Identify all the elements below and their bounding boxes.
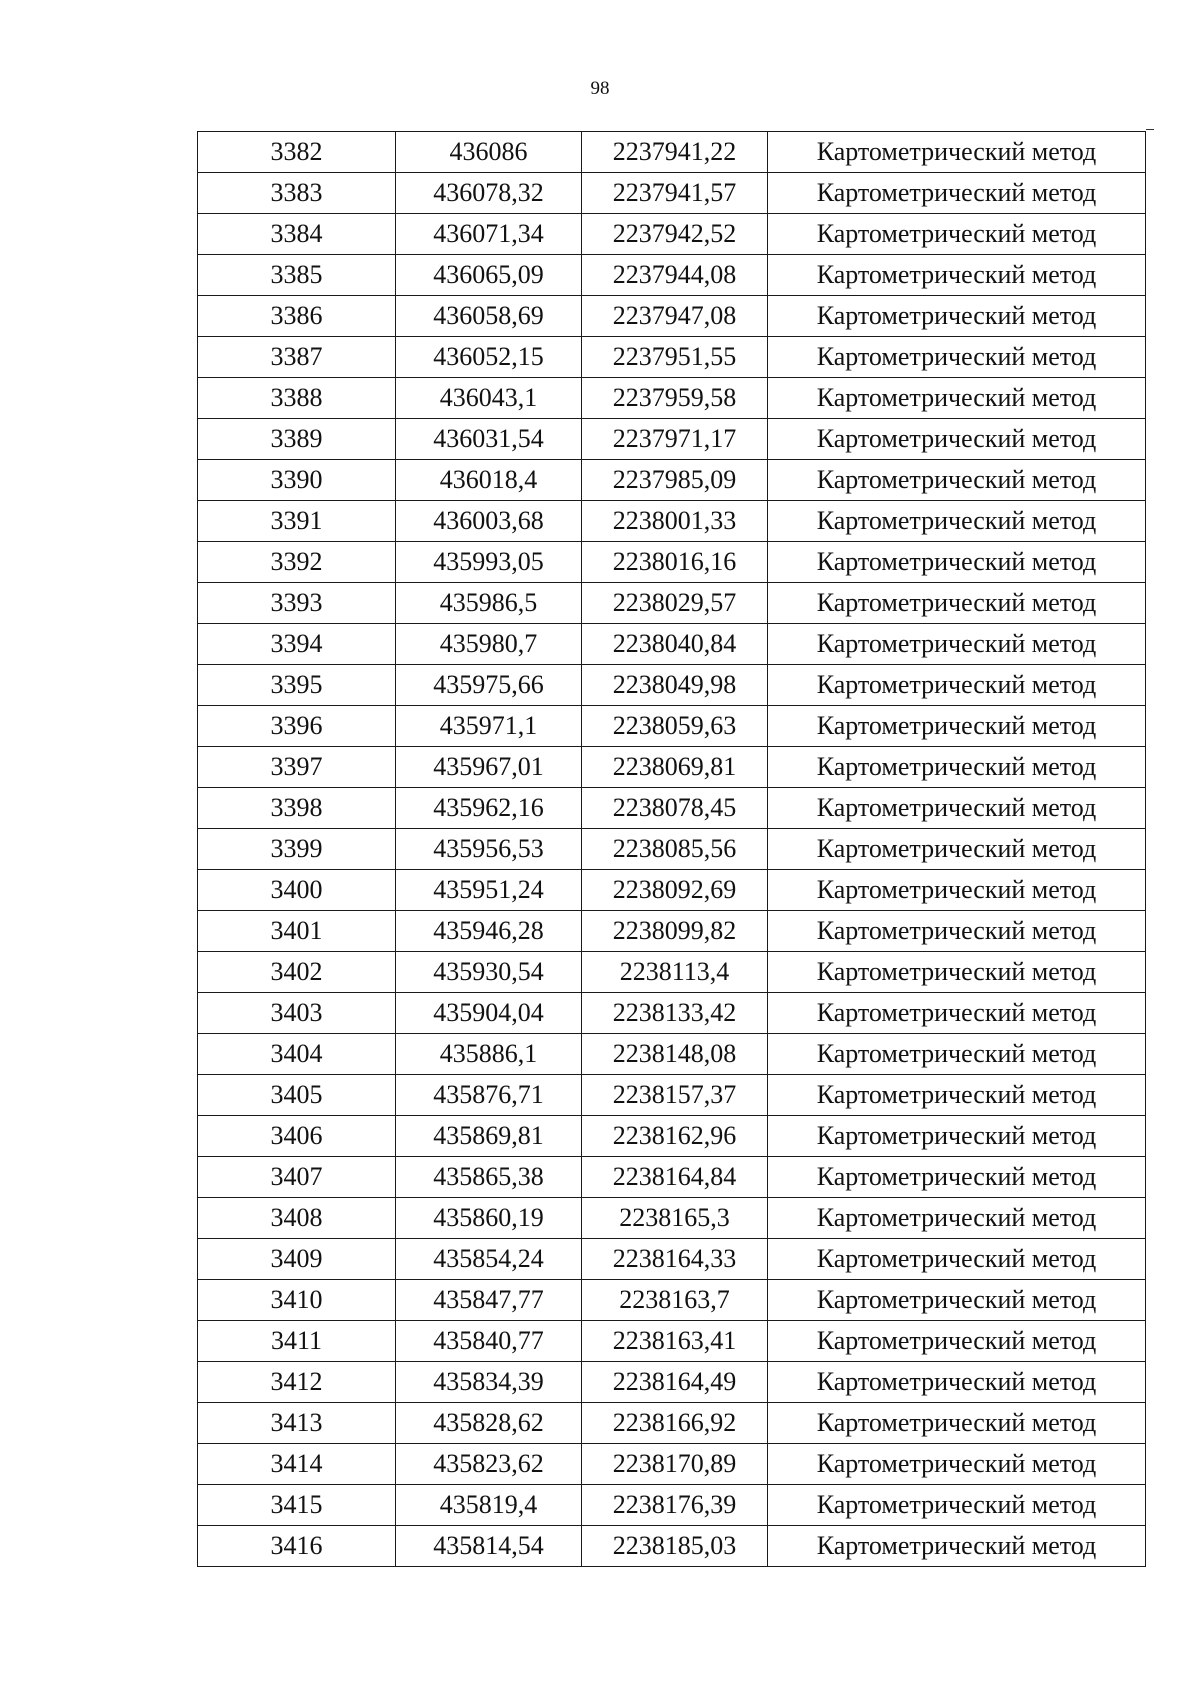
method-cell: Картометрический метод xyxy=(768,1321,1146,1362)
table-row xyxy=(198,255,1146,296)
point-number-cell: 3389 xyxy=(198,419,396,460)
table-row xyxy=(198,1362,1146,1403)
x-coordinate-cell: 436018,4 xyxy=(396,460,582,501)
y-coordinate-cell: 2237944,08 xyxy=(582,255,768,296)
table-row xyxy=(198,214,1146,255)
point-number-cell: 3394 xyxy=(198,624,396,665)
table-row xyxy=(198,952,1146,993)
method-cell: Картометрический метод xyxy=(768,829,1146,870)
y-coordinate-cell: 2238078,45 xyxy=(582,788,768,829)
y-coordinate-cell: 2238085,56 xyxy=(582,829,768,870)
table-row xyxy=(198,1485,1146,1526)
point-number-cell: 3415 xyxy=(198,1485,396,1526)
method-cell: Картометрический метод xyxy=(768,173,1146,214)
point-number-cell: 3408 xyxy=(198,1198,396,1239)
y-coordinate-cell: 2238092,69 xyxy=(582,870,768,911)
y-coordinate-cell: 2238164,49 xyxy=(582,1362,768,1403)
point-number-cell: 3392 xyxy=(198,542,396,583)
x-coordinate-cell: 436065,09 xyxy=(396,255,582,296)
method-cell: Картометрический метод xyxy=(768,1116,1146,1157)
point-number-cell: 3406 xyxy=(198,1116,396,1157)
method-cell: Картометрический метод xyxy=(768,624,1146,665)
table-row xyxy=(198,993,1146,1034)
table-row xyxy=(198,1403,1146,1444)
x-coordinate-cell: 435967,01 xyxy=(396,747,582,788)
x-coordinate-cell: 436058,69 xyxy=(396,296,582,337)
point-number-cell: 3400 xyxy=(198,870,396,911)
y-coordinate-cell: 2238148,08 xyxy=(582,1034,768,1075)
method-cell: Картометрический метод xyxy=(768,1444,1146,1485)
x-coordinate-cell: 436043,1 xyxy=(396,378,582,419)
method-cell: Картометрический метод xyxy=(768,952,1146,993)
method-cell: Картометрический метод xyxy=(768,378,1146,419)
y-coordinate-cell: 2238170,89 xyxy=(582,1444,768,1485)
x-coordinate-cell: 435904,04 xyxy=(396,993,582,1034)
y-coordinate-cell: 2237941,22 xyxy=(582,132,768,173)
table-row xyxy=(198,337,1146,378)
y-coordinate-cell: 2238166,92 xyxy=(582,1403,768,1444)
y-coordinate-cell: 2237971,17 xyxy=(582,419,768,460)
y-coordinate-cell: 2238176,39 xyxy=(582,1485,768,1526)
point-number-cell: 3403 xyxy=(198,993,396,1034)
point-number-cell: 3413 xyxy=(198,1403,396,1444)
x-coordinate-cell: 435847,77 xyxy=(396,1280,582,1321)
y-coordinate-cell: 2238059,63 xyxy=(582,706,768,747)
x-coordinate-cell: 436003,68 xyxy=(396,501,582,542)
point-number-cell: 3387 xyxy=(198,337,396,378)
method-cell: Картометрический метод xyxy=(768,542,1146,583)
method-cell: Картометрический метод xyxy=(768,1280,1146,1321)
x-coordinate-cell: 435975,66 xyxy=(396,665,582,706)
point-number-cell: 3398 xyxy=(198,788,396,829)
table-row xyxy=(198,1198,1146,1239)
x-coordinate-cell: 435823,62 xyxy=(396,1444,582,1485)
point-number-cell: 3382 xyxy=(198,132,396,173)
point-number-cell: 3384 xyxy=(198,214,396,255)
x-coordinate-cell: 435854,24 xyxy=(396,1239,582,1280)
x-coordinate-cell: 435876,71 xyxy=(396,1075,582,1116)
point-number-cell: 3388 xyxy=(198,378,396,419)
method-cell: Картометрический метод xyxy=(768,1362,1146,1403)
x-coordinate-cell: 435828,62 xyxy=(396,1403,582,1444)
point-number-cell: 3414 xyxy=(198,1444,396,1485)
table-row xyxy=(198,747,1146,788)
point-number-cell: 3411 xyxy=(198,1321,396,1362)
method-cell: Картометрический метод xyxy=(768,214,1146,255)
table-row xyxy=(198,583,1146,624)
table-row xyxy=(198,870,1146,911)
table-row xyxy=(198,1116,1146,1157)
x-coordinate-cell: 436078,32 xyxy=(396,173,582,214)
y-coordinate-cell: 2238016,16 xyxy=(582,542,768,583)
table-row xyxy=(198,1526,1146,1567)
y-coordinate-cell: 2238001,33 xyxy=(582,501,768,542)
table-row xyxy=(198,624,1146,665)
table-row xyxy=(198,419,1146,460)
point-number-cell: 3395 xyxy=(198,665,396,706)
y-coordinate-cell: 2237942,52 xyxy=(582,214,768,255)
y-coordinate-cell: 2238162,96 xyxy=(582,1116,768,1157)
x-coordinate-cell: 435860,19 xyxy=(396,1198,582,1239)
point-number-cell: 3404 xyxy=(198,1034,396,1075)
table-row xyxy=(198,788,1146,829)
y-coordinate-cell: 2238069,81 xyxy=(582,747,768,788)
method-cell: Картометрический метод xyxy=(768,1526,1146,1567)
table-row xyxy=(198,665,1146,706)
x-coordinate-cell: 436052,15 xyxy=(396,337,582,378)
x-coordinate-cell: 435840,77 xyxy=(396,1321,582,1362)
x-coordinate-cell: 435819,4 xyxy=(396,1485,582,1526)
method-cell: Картометрический метод xyxy=(768,255,1146,296)
x-coordinate-cell: 435993,05 xyxy=(396,542,582,583)
coordinates-table xyxy=(197,131,1146,1567)
x-coordinate-cell: 435951,24 xyxy=(396,870,582,911)
scan-edge-mark xyxy=(1146,129,1154,130)
table-row xyxy=(198,173,1146,214)
y-coordinate-cell: 2238049,98 xyxy=(582,665,768,706)
point-number-cell: 3410 xyxy=(198,1280,396,1321)
y-coordinate-cell: 2238157,37 xyxy=(582,1075,768,1116)
y-coordinate-cell: 2238164,33 xyxy=(582,1239,768,1280)
table-row xyxy=(198,1239,1146,1280)
y-coordinate-cell: 2238029,57 xyxy=(582,583,768,624)
point-number-cell: 3393 xyxy=(198,583,396,624)
coordinates-table-body xyxy=(198,132,1146,1567)
method-cell: Картометрический метод xyxy=(768,788,1146,829)
method-cell: Картометрический метод xyxy=(768,1485,1146,1526)
table-row xyxy=(198,1321,1146,1362)
table-row xyxy=(198,132,1146,173)
y-coordinate-cell: 2237951,55 xyxy=(582,337,768,378)
point-number-cell: 3416 xyxy=(198,1526,396,1567)
method-cell: Картометрический метод xyxy=(768,296,1146,337)
table-row xyxy=(198,706,1146,747)
point-number-cell: 3405 xyxy=(198,1075,396,1116)
point-number-cell: 3386 xyxy=(198,296,396,337)
method-cell: Картометрический метод xyxy=(768,665,1146,706)
x-coordinate-cell: 435986,5 xyxy=(396,583,582,624)
method-cell: Картометрический метод xyxy=(768,419,1146,460)
y-coordinate-cell: 2238163,41 xyxy=(582,1321,768,1362)
table-row xyxy=(198,542,1146,583)
method-cell: Картометрический метод xyxy=(768,583,1146,624)
x-coordinate-cell: 435865,38 xyxy=(396,1157,582,1198)
point-number-cell: 3385 xyxy=(198,255,396,296)
y-coordinate-cell: 2237959,58 xyxy=(582,378,768,419)
table-row xyxy=(198,460,1146,501)
point-number-cell: 3390 xyxy=(198,460,396,501)
x-coordinate-cell: 436086 xyxy=(396,132,582,173)
table-row xyxy=(198,1444,1146,1485)
x-coordinate-cell: 436031,54 xyxy=(396,419,582,460)
method-cell: Картометрический метод xyxy=(768,1239,1146,1280)
x-coordinate-cell: 435946,28 xyxy=(396,911,582,952)
x-coordinate-cell: 435869,81 xyxy=(396,1116,582,1157)
method-cell: Картометрический метод xyxy=(768,337,1146,378)
y-coordinate-cell: 2238163,7 xyxy=(582,1280,768,1321)
point-number-cell: 3409 xyxy=(198,1239,396,1280)
x-coordinate-cell: 435886,1 xyxy=(396,1034,582,1075)
method-cell: Картометрический метод xyxy=(768,911,1146,952)
point-number-cell: 3412 xyxy=(198,1362,396,1403)
x-coordinate-cell: 435962,16 xyxy=(396,788,582,829)
method-cell: Картометрический метод xyxy=(768,1034,1146,1075)
y-coordinate-cell: 2238040,84 xyxy=(582,624,768,665)
y-coordinate-cell: 2238133,42 xyxy=(582,993,768,1034)
point-number-cell: 3407 xyxy=(198,1157,396,1198)
table-row xyxy=(198,1075,1146,1116)
table-row xyxy=(198,378,1146,419)
y-coordinate-cell: 2238165,3 xyxy=(582,1198,768,1239)
y-coordinate-cell: 2238185,03 xyxy=(582,1526,768,1567)
point-number-cell: 3397 xyxy=(198,747,396,788)
method-cell: Картометрический метод xyxy=(768,501,1146,542)
method-cell: Картометрический метод xyxy=(768,747,1146,788)
y-coordinate-cell: 2238099,82 xyxy=(582,911,768,952)
method-cell: Картометрический метод xyxy=(768,1403,1146,1444)
method-cell: Картометрический метод xyxy=(768,870,1146,911)
x-coordinate-cell: 435971,1 xyxy=(396,706,582,747)
x-coordinate-cell: 435834,39 xyxy=(396,1362,582,1403)
point-number-cell: 3402 xyxy=(198,952,396,993)
y-coordinate-cell: 2238113,4 xyxy=(582,952,768,993)
method-cell: Картометрический метод xyxy=(768,993,1146,1034)
method-cell: Картометрический метод xyxy=(768,1075,1146,1116)
x-coordinate-cell: 435956,53 xyxy=(396,829,582,870)
y-coordinate-cell: 2237947,08 xyxy=(582,296,768,337)
y-coordinate-cell: 2237941,57 xyxy=(582,173,768,214)
x-coordinate-cell: 435980,7 xyxy=(396,624,582,665)
page-number: 98 xyxy=(590,78,610,99)
x-coordinate-cell: 435930,54 xyxy=(396,952,582,993)
table-row xyxy=(198,911,1146,952)
method-cell: Картометрический метод xyxy=(768,132,1146,173)
point-number-cell: 3401 xyxy=(198,911,396,952)
y-coordinate-cell: 2238164,84 xyxy=(582,1157,768,1198)
point-number-cell: 3396 xyxy=(198,706,396,747)
x-coordinate-cell: 436071,34 xyxy=(396,214,582,255)
method-cell: Картометрический метод xyxy=(768,1198,1146,1239)
y-coordinate-cell: 2237985,09 xyxy=(582,460,768,501)
method-cell: Картометрический метод xyxy=(768,706,1146,747)
table-row xyxy=(198,1157,1146,1198)
table-row xyxy=(198,296,1146,337)
table-row xyxy=(198,1280,1146,1321)
table-row xyxy=(198,501,1146,542)
table-row xyxy=(198,829,1146,870)
point-number-cell: 3391 xyxy=(198,501,396,542)
point-number-cell: 3399 xyxy=(198,829,396,870)
method-cell: Картометрический метод xyxy=(768,460,1146,501)
point-number-cell: 3383 xyxy=(198,173,396,214)
x-coordinate-cell: 435814,54 xyxy=(396,1526,582,1567)
table-row xyxy=(198,1034,1146,1075)
method-cell: Картометрический метод xyxy=(768,1157,1146,1198)
